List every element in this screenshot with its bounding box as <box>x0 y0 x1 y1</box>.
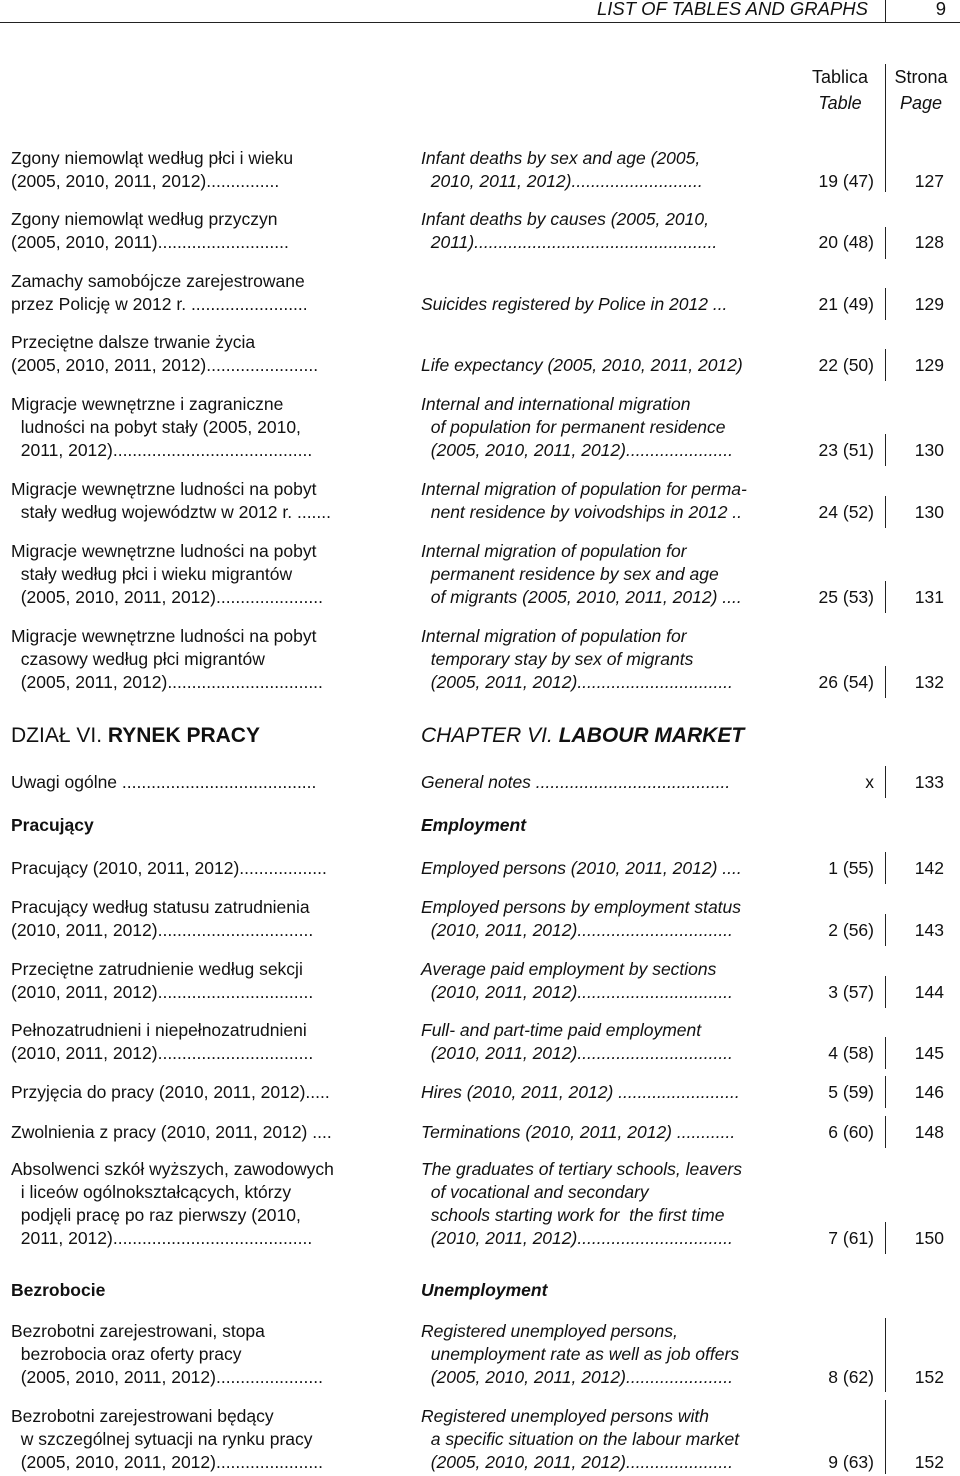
section-heading-pl: Bezrobocie <box>11 1280 106 1300</box>
entry-title-pl: Zamachy samobójcze zarejestrowane przez Policję w 2012 r. ........................ <box>11 271 308 314</box>
entry-title-en: The graduates of tertiary schools, leavers of vocational and secondary schools starting work for the first time (2010, 2011, 2012)................................ <box>421 1159 742 1248</box>
entry-table-number: 6 (60) <box>828 1122 874 1142</box>
section-heading-en: Employment <box>421 815 527 835</box>
entry-title-pl: Migracje wewnętrzne i zagraniczne ludności na pobyt stały (2005, 2010, 2011, 2012)......................................... <box>11 394 313 460</box>
running-title: LIST OF TABLES AND GRAPHS <box>596 0 868 19</box>
column-divider-top <box>885 64 886 192</box>
entry-title-pl: Zwolnienia z pracy (2010, 2011, 2012) .... <box>11 1122 332 1142</box>
section-heading-en: Unemployment <box>421 1280 548 1300</box>
entry-title-pl: Zgony niemowląt według płci i wieku (2005, 2010, 2011, 2012)............... <box>11 148 294 191</box>
entry-table-number: 21 (49) <box>818 294 874 314</box>
section-heading-pl: Pracujący <box>11 815 94 835</box>
chapter-title-en: LABOUR MARKET <box>558 724 745 747</box>
entry-title-pl: Pracujący (2010, 2011, 2012).................. <box>11 858 327 878</box>
entry-table-number: 1 (55) <box>828 858 874 878</box>
column-header-page-pl: Strona <box>894 67 948 87</box>
column-divider <box>885 496 886 528</box>
entry-table-number: 25 (53) <box>818 587 874 607</box>
chapter-heading-en <box>421 723 744 749</box>
entry-title-pl: Absolwenci szkół wyższych, zawodowych i liceów ogólnokształcących, którzy podjęli pracę po raz pierwszy (2010, 2011, 2012)......................................... <box>11 1159 334 1248</box>
header-divider <box>885 0 886 22</box>
entry-title-pl: Migracje wewnętrzne ludności na pobyt czasowy według płci migrantów (2005, 2011, 2012)................................ <box>11 626 323 692</box>
column-divider <box>885 1076 886 1108</box>
entry-title-en: Internal and international migration of population for permanent residence (2005, 2010, 2011, 2012)...................... <box>421 394 733 460</box>
entry-table-number: 22 (50) <box>818 355 874 375</box>
chapter-number-en: CHAPTER VI. <box>421 724 553 747</box>
entry-title-en: Life expectancy (2005, 2010, 2011, 2012) <box>421 355 743 375</box>
entry-title-en: Internal migration of population for temporary stay by sex of migrants (2005, 2011, 2012)................................ <box>421 626 733 692</box>
entry-page-number: 133 <box>914 772 944 792</box>
entry-title-en: Registered unemployed persons, unemployment rate as well as job offers (2005, 2010, 2011, 2012)...................... <box>421 1321 740 1387</box>
entry-table-number: 23 (51) <box>818 440 874 460</box>
entry-table-number: 20 (48) <box>818 232 874 252</box>
entry-title-pl: Pełnozatrudnieni i niepełnozatrudnieni (2010, 2011, 2012)................................ <box>11 1020 314 1063</box>
column-header-table-pl: Tablica <box>811 67 869 87</box>
entry-table-number: 2 (56) <box>828 920 874 940</box>
entry-title-pl: Przyjęcia do pracy (2010, 2011, 2012)..... <box>11 1082 330 1102</box>
page-number: 9 <box>935 0 946 19</box>
entry-page-number: 145 <box>914 1043 944 1063</box>
entry-title-pl: Przeciętne dalsze trwanie życia (2005, 2010, 2011, 2012)....................... <box>11 332 319 375</box>
entry-title-pl: Uwagi ogólne ........................................ <box>11 772 317 792</box>
entry-page-number: 146 <box>914 1082 944 1102</box>
column-divider <box>885 434 886 466</box>
entry-page-number: 129 <box>914 294 944 314</box>
entry-title-en: Average paid employment by sections (2010, 2011, 2012)................................ <box>421 959 733 1002</box>
entry-title-en: Internal migration of population for perma- nent residence by voivodships in 2012 .. <box>421 479 747 522</box>
column-divider <box>885 1400 886 1474</box>
column-divider <box>885 288 886 320</box>
entry-title-pl: Migracje wewnętrzne ludności na pobyt stały według płci i wieku migrantów (2005, 2010, 2011, 2012)...................... <box>11 541 323 607</box>
column-divider <box>885 1318 886 1392</box>
column-divider <box>885 976 886 1008</box>
entry-title-pl: Bezrobotni zarejestrowani będący w szczególnej sytuacji na rynku pracy (2005, 2010, 2011, 2012)...................... <box>11 1406 323 1472</box>
entry-title-en: Employed persons (2010, 2011, 2012) .... <box>421 858 742 878</box>
column-divider <box>885 227 886 259</box>
column-header-table <box>796 64 884 116</box>
entry-title-en: Employed persons by employment status (2010, 2011, 2012)................................ <box>421 897 742 940</box>
entry-title-en: Infant deaths by causes (2005, 2010, 2011).................................................. <box>421 209 718 252</box>
column-divider <box>885 1222 886 1254</box>
entry-page-number: 144 <box>914 982 944 1002</box>
page-header <box>0 0 960 23</box>
entry-page-number: 128 <box>914 232 944 252</box>
entry-title-en: Infant deaths by sex and age (2005, 2010, 2011, 2012)........................... <box>421 148 703 191</box>
column-divider <box>885 1037 886 1069</box>
column-divider <box>885 914 886 946</box>
column-header-table-en: Table <box>818 93 862 113</box>
entry-table-number: 26 (54) <box>818 672 874 692</box>
column-divider <box>885 852 886 884</box>
entry-page-number: 152 <box>914 1367 944 1387</box>
entry-table-number: 8 (62) <box>828 1367 874 1387</box>
column-divider <box>885 1116 886 1148</box>
entry-title-pl: Migracje wewnętrzne ludności na pobyt stały według województw w 2012 r. ....... <box>11 479 332 522</box>
entry-page-number: 150 <box>914 1228 944 1248</box>
column-header-page-en: Page <box>899 93 943 113</box>
column-divider <box>885 666 886 698</box>
entry-title-en: Hires (2010, 2011, 2012) ......................... <box>421 1082 740 1102</box>
entry-title-en: Suicides registered by Police in 2012 ... <box>421 294 728 314</box>
entry-page-number: 143 <box>914 920 944 940</box>
entry-title-pl: Bezrobotni zarejestrowani, stopa bezrobocia oraz oferty pracy (2005, 2010, 2011, 2012)...................... <box>11 1321 323 1387</box>
column-header-page <box>886 64 956 116</box>
entry-table-number: 19 (47) <box>818 171 874 191</box>
entry-title-en: Internal migration of population for permanent residence by sex and age of migrants (2005, 2010, 2011, 2012) .... <box>421 541 742 607</box>
entry-title-pl: Przeciętne zatrudnienie według sekcji (2010, 2011, 2012)................................ <box>11 959 314 1002</box>
entry-title-en: Full- and part-time paid employment (2010, 2011, 2012)................................ <box>421 1020 733 1063</box>
entry-page-number: 148 <box>914 1122 944 1142</box>
column-divider <box>885 766 886 798</box>
entry-title-pl: Pracujący według statusu zatrudnienia (2010, 2011, 2012)................................ <box>11 897 314 940</box>
entry-table-number: 9 (63) <box>828 1452 874 1472</box>
entry-title-en: General notes ........................................ <box>421 772 731 792</box>
entry-page-number: 132 <box>914 672 944 692</box>
column-divider <box>885 349 886 381</box>
chapter-heading-pl <box>11 723 260 749</box>
entry-page-number: 142 <box>914 858 944 878</box>
entry-page-number: 131 <box>914 587 944 607</box>
chapter-title-pl: RYNEK PRACY <box>107 724 260 747</box>
entry-page-number: 129 <box>914 355 944 375</box>
entry-title-en: Registered unemployed persons with a specific situation on the labour market (2005, 2010, 2011, 2012)...................... <box>421 1406 740 1472</box>
entry-table-number: 7 (61) <box>828 1228 874 1248</box>
entry-title-pl: Zgony niemowląt według przyczyn (2005, 2010, 2011)........................... <box>11 209 289 252</box>
entry-table-number: 5 (59) <box>828 1082 874 1102</box>
entry-title-en: Terminations (2010, 2011, 2012) ............ <box>421 1122 736 1142</box>
entry-page-number: 127 <box>914 171 944 191</box>
entry-table-number: 4 (58) <box>828 1043 874 1063</box>
entry-page-number: 130 <box>914 440 944 460</box>
entry-table-number: x <box>865 772 874 792</box>
entry-table-number: 3 (57) <box>828 982 874 1002</box>
entry-page-number: 130 <box>914 502 944 522</box>
chapter-number-pl: DZIAŁ VI. <box>11 724 103 747</box>
column-divider <box>885 581 886 613</box>
entry-page-number: 152 <box>914 1452 944 1472</box>
entry-table-number: 24 (52) <box>818 502 874 522</box>
